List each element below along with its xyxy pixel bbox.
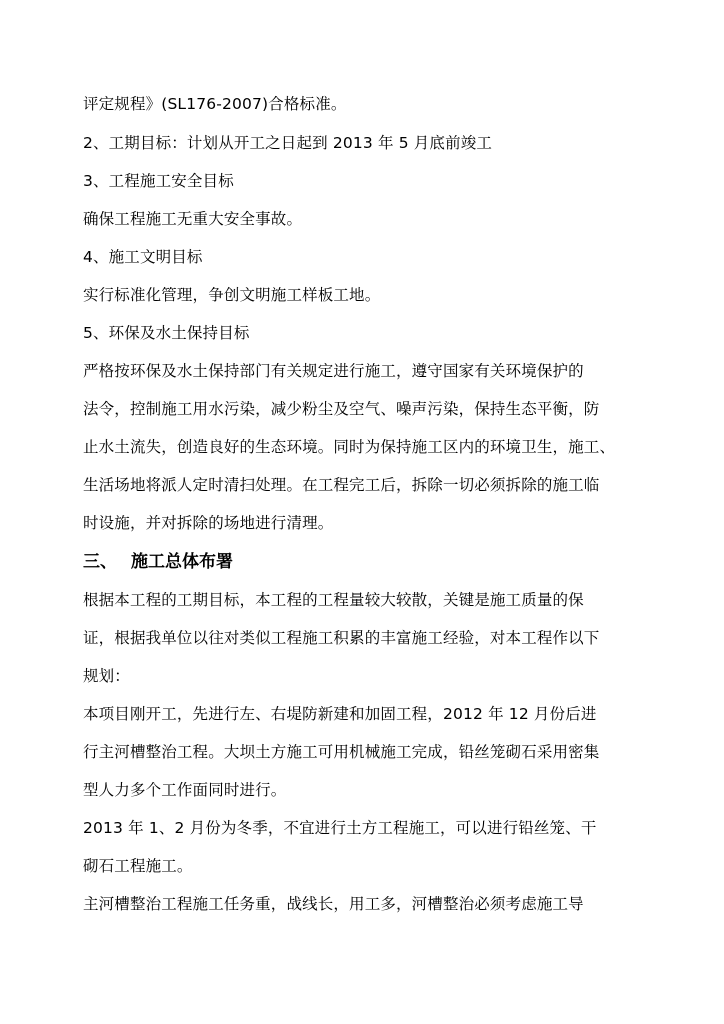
text-line: 3、工程施工安全目标 bbox=[83, 172, 234, 190]
text-line: 生活场地将派人定时清扫处理。在工程完工后，拆除一切必须拆除的施工临 bbox=[83, 476, 600, 494]
text-line: 评定规程》(SL176-2007)合格标准。 bbox=[83, 95, 347, 113]
text-line: 止水土流失，创造良好的生态环境。同时为保持施工区内的环境卫生，施工、 bbox=[83, 438, 616, 456]
text-line: 根据本工程的工期目标，本工程的工程量较大较散，关键是施工质量的保 bbox=[83, 591, 584, 609]
text-line: 4、施工文明目标 bbox=[83, 248, 203, 266]
text-line: 砌石工程施工。 bbox=[83, 857, 193, 875]
text-line: 5、环保及水土保持目标 bbox=[83, 324, 250, 342]
text-line: 行主河槽整治工程。大坝土方施工可用机械施工完成，铅丝笼砌石采用密集 bbox=[83, 743, 600, 761]
section-title: 施工总体布署 bbox=[131, 552, 233, 572]
text-line: 主河槽整治工程施工任务重，战线长，用工多，河槽整治必须考虑施工导 bbox=[83, 895, 584, 913]
text-line: 2013 年 1、2 月份为冬季，不宜进行土方工程施工，可以进行铅丝笼、干 bbox=[83, 819, 597, 837]
text-line: 型人力多个工作面同时进行。 bbox=[83, 781, 287, 799]
text-line: 证，根据我单位以往对类似工程施工积累的丰富施工经验，对本工程作以下 bbox=[83, 629, 600, 647]
text-line: 本项目刚开工，先进行左、右堤防新建和加固工程，2012 年 12 月份后进 bbox=[83, 705, 597, 723]
text-line: 确保工程施工无重大安全事故。 bbox=[83, 210, 303, 228]
section-number: 三、 bbox=[83, 552, 117, 572]
text-line: 实行标准化管理，争创文明施工样板工地。 bbox=[83, 286, 381, 304]
section-heading bbox=[83, 550, 233, 574]
text-line: 2、工期目标：计划从开工之日起到 2013 年 5 月底前竣工 bbox=[83, 134, 493, 152]
text-line: 时设施，并对拆除的场地进行清理。 bbox=[83, 514, 334, 532]
text-line: 法令，控制施工用水污染，减少粉尘及空气、噪声污染，保持生态平衡，防 bbox=[83, 400, 600, 418]
text-line: 严格按环保及水土保持部门有关规定进行施工，遵守国家有关环境保护的 bbox=[83, 362, 584, 380]
text-line: 规划： bbox=[83, 667, 130, 685]
